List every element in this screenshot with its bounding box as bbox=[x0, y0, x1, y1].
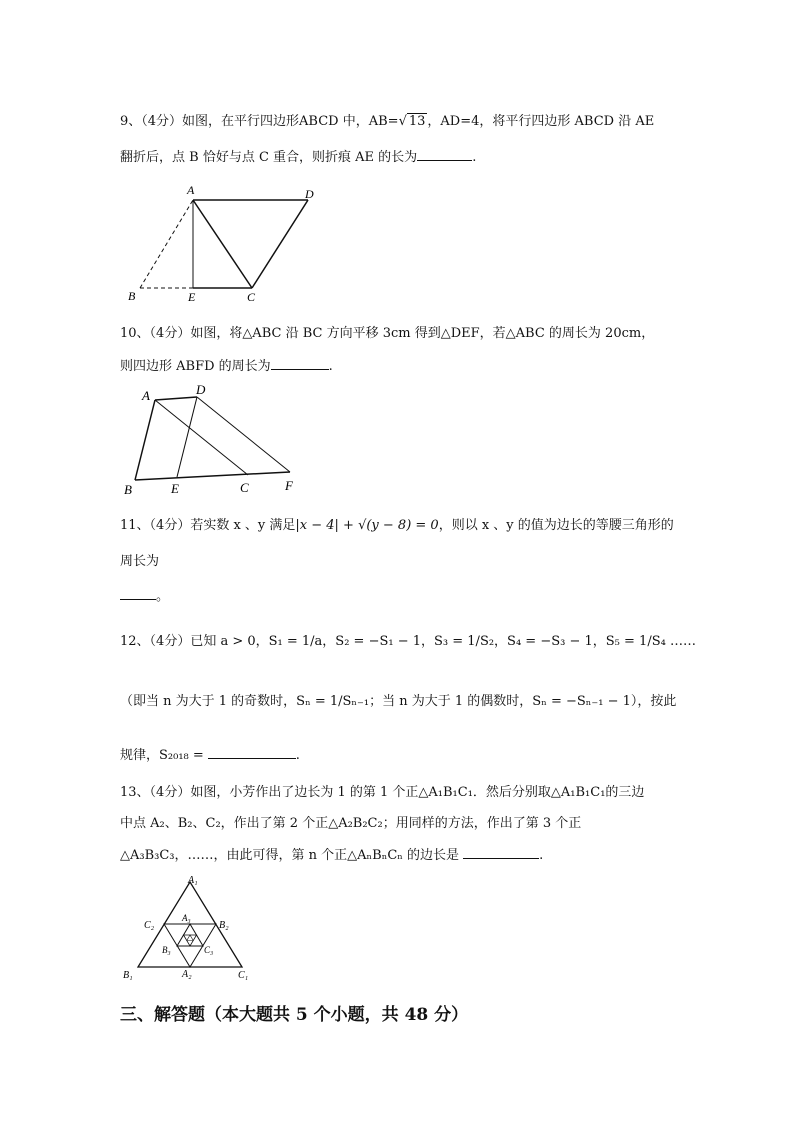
q11-line2: 周长为 bbox=[120, 554, 160, 569]
q13-line1: 13、（4分）如图，小芳作出了边长为 1 的第 1 个正△A₁B₁C₁．然后分别取△A₁B₁C₁的三边 bbox=[120, 785, 645, 800]
q9-label-C: C bbox=[247, 290, 256, 304]
q10-label-F: F bbox=[285, 478, 293, 493]
q13-label-B1: B₁ bbox=[123, 970, 133, 981]
q12-answer-blank[interactable] bbox=[208, 746, 296, 759]
q13-line3: △A₃B₃C₃，……，由此可得，第 n 个正△AₙBₙCₙ 的边长是 . bbox=[120, 848, 544, 863]
q12-line2: （即当 n 为大于 1 的奇数时，Sₙ = 1/Sₙ₋₁；当 n 为大于 1 的偶数时，Sₙ = −Sₙ₋₁ − 1），按此 bbox=[120, 694, 677, 709]
q13-label-A2: A₂ bbox=[182, 969, 192, 980]
q10-label-E: E bbox=[171, 481, 179, 496]
q13-label-C3: C₃ bbox=[204, 945, 214, 955]
q9-label-D: D bbox=[305, 187, 314, 201]
q9-label-E: E bbox=[188, 290, 196, 304]
q10-line2: 则四边形 ABFD 的周长为 . bbox=[120, 359, 333, 374]
q13-label-C1: C₁ bbox=[238, 970, 249, 981]
q11-expression: |x − 4| + √(y − 8) = 0 bbox=[295, 518, 439, 533]
q13-label-B2: B₂ bbox=[219, 920, 229, 931]
q10-figure bbox=[120, 380, 310, 500]
q10-label-A: A bbox=[142, 388, 150, 403]
q9-answer-blank[interactable] bbox=[417, 148, 472, 161]
q9-line1: 9、（4分）如图，在平行四边形ABCD 中，AB=√ 13 ，AD=4，将平行四边形 ABCD 沿 AE bbox=[120, 114, 655, 129]
q10-answer-blank[interactable] bbox=[271, 357, 329, 370]
q13-line2: 中点 A₂、B₂、C₂，作出了第 2 个正△A₂B₂C₂；用同样的方法，作出了第 3 个正 bbox=[120, 816, 582, 831]
q12-line1: 12、（4分）已知 a > 0，S₁ = 1/a，S₂ = −S₁ − 1，S₃ = 1/S₂，S₄ = −S₃ − 1，S₅ = 1/S₄ …… bbox=[120, 634, 696, 649]
q10-line1: 10、（4分）如图，将△ABC 沿 BC 方向平移 3cm 得到△DEF，若△ABC 的周长为 20cm， bbox=[120, 326, 655, 341]
q13-label-A1: A₁ bbox=[188, 875, 198, 886]
q12-line3: 规律，S₂₀₁₈ = . bbox=[120, 748, 300, 763]
q13-answer-blank[interactable] bbox=[463, 846, 539, 859]
section-3-heading: 三、解答题（本大题共 5 个小题，共 48 分） bbox=[120, 1005, 469, 1025]
q9-label-A: A bbox=[187, 183, 195, 197]
q10-label-B: B bbox=[124, 482, 132, 497]
q13-label-C2: C₂ bbox=[144, 920, 155, 931]
q11-line1: 11、（4分）若实数 x 、y 满足|x − 4| + √(y − 8) = 0，则以 x 、y 的值为边长的等腰三角形的 bbox=[120, 518, 674, 533]
q13-label-A3: A₃ bbox=[182, 913, 191, 923]
q9-label-B: B bbox=[128, 289, 136, 303]
q11-line3: 。 bbox=[120, 585, 169, 604]
q11-answer-blank[interactable] bbox=[120, 587, 156, 600]
q10-label-C: C bbox=[240, 480, 249, 495]
q13-label-B3: B₃ bbox=[162, 945, 171, 955]
q13-figure bbox=[118, 872, 263, 984]
sqrt-13: √ 13 bbox=[398, 114, 426, 129]
q9-figure bbox=[120, 180, 330, 305]
q9-line2: 翻折后，点 B 恰好与点 C 重合，则折痕 AE 的长为 . bbox=[120, 150, 477, 165]
q10-label-D: D bbox=[196, 382, 206, 397]
